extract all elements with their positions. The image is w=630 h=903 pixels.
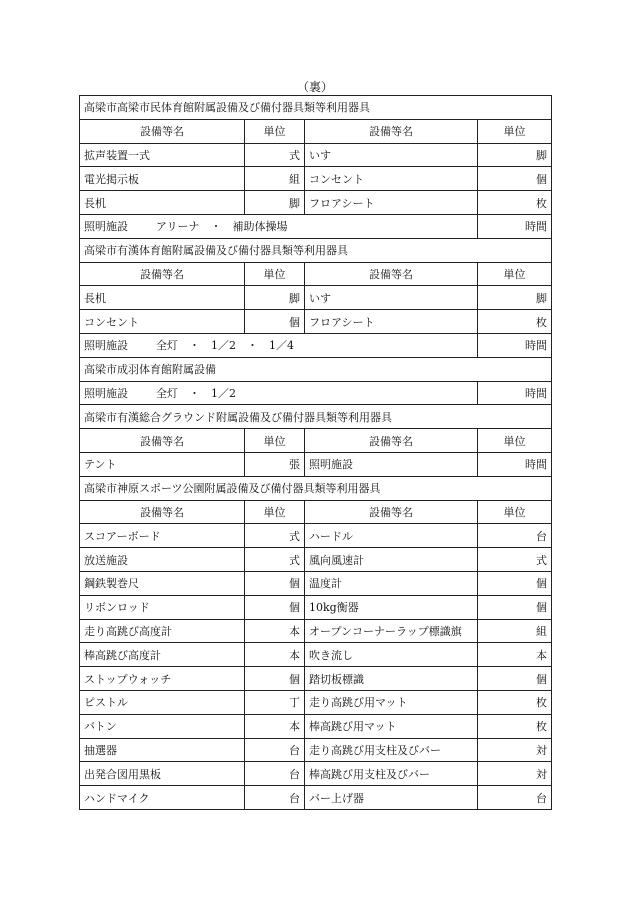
header-unit: 単位 xyxy=(478,500,552,524)
equipment-name: 拡声装置一式 xyxy=(80,143,245,167)
equipment-name: 鋼鉄製巻尺 xyxy=(80,571,245,595)
header-equipment-name: 設備等名 xyxy=(80,119,245,143)
equipment-unit: 張 xyxy=(245,452,305,476)
equipment-unit: 個 xyxy=(245,310,305,334)
equipment-name: ハードル xyxy=(305,524,478,548)
equipment-name: 棒高跳び用マット xyxy=(305,714,478,738)
equipment-name: 走り高跳び用マット xyxy=(305,690,478,714)
lighting-unit: 時間 xyxy=(478,333,552,357)
lighting-row xyxy=(80,214,552,238)
lighting-unit: 時間 xyxy=(478,381,552,405)
equipment-row xyxy=(80,286,552,310)
equipment-name: ストップウォッチ xyxy=(80,667,245,691)
equipment-unit: 式 xyxy=(478,548,552,572)
equipment-name: 放送施設 xyxy=(80,548,245,572)
header-equipment-name: 設備等名 xyxy=(305,262,478,286)
section-title-row xyxy=(80,405,552,429)
equipment-unit: 枚 xyxy=(478,714,552,738)
section-title-row xyxy=(80,238,552,262)
equipment-row xyxy=(80,619,552,643)
equipment-name: バトン xyxy=(80,714,245,738)
equipment-unit: 枚 xyxy=(478,310,552,334)
equipment-unit: 対 xyxy=(478,738,552,762)
equipment-row xyxy=(80,738,552,762)
section-title-row xyxy=(80,96,552,120)
equipment-unit: 本 xyxy=(245,643,305,667)
equipment-name: 走り高跳び用支柱及びバー xyxy=(305,738,478,762)
header-equipment-name: 設備等名 xyxy=(305,500,478,524)
equipment-unit: 脚 xyxy=(245,286,305,310)
equipment-unit: 台 xyxy=(245,762,305,786)
column-header-row xyxy=(80,119,552,143)
header-unit: 単位 xyxy=(478,119,552,143)
equipment-row xyxy=(80,690,552,714)
equipment-unit: 個 xyxy=(478,571,552,595)
equipment-row xyxy=(80,714,552,738)
equipment-table xyxy=(79,95,552,810)
equipment-unit: 脚 xyxy=(478,286,552,310)
header-unit: 単位 xyxy=(478,429,552,453)
equipment-unit: 本 xyxy=(245,714,305,738)
equipment-name: スコアーボード xyxy=(80,524,245,548)
lighting-cell xyxy=(80,381,478,405)
equipment-name: 吹き流し xyxy=(305,643,478,667)
equipment-unit: 式 xyxy=(245,143,305,167)
lighting-cell xyxy=(80,333,478,357)
equipment-unit: 枚 xyxy=(478,690,552,714)
column-header-row xyxy=(80,262,552,286)
lighting-label: 照明施設 xyxy=(84,339,128,353)
equipment-unit: 枚 xyxy=(478,191,552,215)
equipment-unit: 本 xyxy=(245,619,305,643)
equipment-row xyxy=(80,667,552,691)
equipment-unit: 組 xyxy=(478,619,552,643)
equipment-name: いす xyxy=(305,286,478,310)
equipment-row xyxy=(80,191,552,215)
equipment-name: バー上げ器 xyxy=(305,786,478,810)
lighting-label: 照明施設 xyxy=(84,220,128,234)
equipment-name: フロアシート xyxy=(305,310,478,334)
equipment-unit: 対 xyxy=(478,762,552,786)
equipment-name: 棒高跳び用支柱及びバー xyxy=(305,762,478,786)
equipment-name: 10kg衡器 xyxy=(305,595,478,619)
equipment-name: 長机 xyxy=(80,286,245,310)
equipment-row xyxy=(80,786,552,810)
column-header-row xyxy=(80,500,552,524)
equipment-name: フロアシート xyxy=(305,191,478,215)
equipment-unit: 台 xyxy=(478,786,552,810)
header-equipment-name: 設備等名 xyxy=(305,119,478,143)
header-equipment-name: 設備等名 xyxy=(305,429,478,453)
column-header-row xyxy=(80,429,552,453)
equipment-unit: 個 xyxy=(478,667,552,691)
equipment-row xyxy=(80,643,552,667)
lighting-row xyxy=(80,381,552,405)
equipment-name: 温度計 xyxy=(305,571,478,595)
section-title: 高梁市高梁市民体育館附属設備及び備付器具類等利用器具 xyxy=(80,96,552,120)
lighting-options: 全灯 ・ 1／2 ・ 1／4 xyxy=(156,339,294,353)
page-side-label: （裏） xyxy=(296,80,333,94)
equipment-unit: 個 xyxy=(245,595,305,619)
header-equipment-name: 設備等名 xyxy=(80,429,245,453)
equipment-unit: 脚 xyxy=(245,191,305,215)
equipment-name: 出発合図用黒板 xyxy=(80,762,245,786)
equipment-table-body xyxy=(80,96,552,810)
equipment-row xyxy=(80,762,552,786)
equipment-name: オープンコーナーラップ標識旗 xyxy=(305,619,478,643)
equipment-name: 踏切板標識 xyxy=(305,667,478,691)
equipment-unit: 本 xyxy=(478,643,552,667)
section-title-row xyxy=(80,357,552,381)
equipment-row xyxy=(80,167,552,191)
equipment-name: いす xyxy=(305,143,478,167)
equipment-name: コンセント xyxy=(305,167,478,191)
lighting-options: アリーナ ・ 補助体操場 xyxy=(156,220,288,234)
equipment-row xyxy=(80,452,552,476)
equipment-unit: 台 xyxy=(478,524,552,548)
lighting-cell xyxy=(80,214,478,238)
equipment-row xyxy=(80,143,552,167)
equipment-name: 風向風速計 xyxy=(305,548,478,572)
equipment-name: ハンドマイク xyxy=(80,786,245,810)
equipment-unit: 個 xyxy=(245,667,305,691)
equipment-name: 照明施設 xyxy=(305,452,478,476)
equipment-name: リボンロッド xyxy=(80,595,245,619)
equipment-unit: 丁 xyxy=(245,690,305,714)
section-title: 高梁市神原スポーツ公園附属設備及び備付器具類等利用器具 xyxy=(80,476,552,500)
lighting-label: 照明施設 xyxy=(84,386,128,400)
equipment-unit: 台 xyxy=(245,738,305,762)
header-unit: 単位 xyxy=(478,262,552,286)
equipment-row xyxy=(80,548,552,572)
equipment-unit: 時間 xyxy=(478,452,552,476)
lighting-unit: 時間 xyxy=(478,214,552,238)
equipment-name: 抽選器 xyxy=(80,738,245,762)
header-equipment-name: 設備等名 xyxy=(80,262,245,286)
header-unit: 単位 xyxy=(245,500,305,524)
header-equipment-name: 設備等名 xyxy=(80,500,245,524)
equipment-name: 走り高跳び高度計 xyxy=(80,619,245,643)
header-unit: 単位 xyxy=(245,262,305,286)
equipment-row xyxy=(80,310,552,334)
section-title: 高梁市成羽体育館附属設備 xyxy=(80,357,552,381)
section-title: 高梁市有漢総合グラウンド附属設備及び備付器具類等利用器具 xyxy=(80,405,552,429)
equipment-name: コンセント xyxy=(80,310,245,334)
equipment-unit: 式 xyxy=(245,548,305,572)
equipment-unit: 脚 xyxy=(478,143,552,167)
lighting-row xyxy=(80,333,552,357)
equipment-unit: 台 xyxy=(245,786,305,810)
equipment-name: 棒高跳び高度計 xyxy=(80,643,245,667)
equipment-row xyxy=(80,524,552,548)
equipment-name: テント xyxy=(80,452,245,476)
equipment-name: 電光掲示板 xyxy=(80,167,245,191)
equipment-row xyxy=(80,571,552,595)
equipment-name: 長机 xyxy=(80,191,245,215)
lighting-options: 全灯 ・ 1／2 xyxy=(156,386,236,400)
section-title-row xyxy=(80,476,552,500)
equipment-name: ピストル xyxy=(80,690,245,714)
equipment-unit: 式 xyxy=(245,524,305,548)
equipment-row xyxy=(80,595,552,619)
header-unit: 単位 xyxy=(245,429,305,453)
equipment-unit: 組 xyxy=(245,167,305,191)
header-unit: 単位 xyxy=(245,119,305,143)
equipment-unit: 個 xyxy=(245,571,305,595)
section-title: 高梁市有漢体育館附属設備及び備付器具類等利用器具 xyxy=(80,238,552,262)
equipment-unit: 個 xyxy=(478,595,552,619)
equipment-unit: 個 xyxy=(478,167,552,191)
